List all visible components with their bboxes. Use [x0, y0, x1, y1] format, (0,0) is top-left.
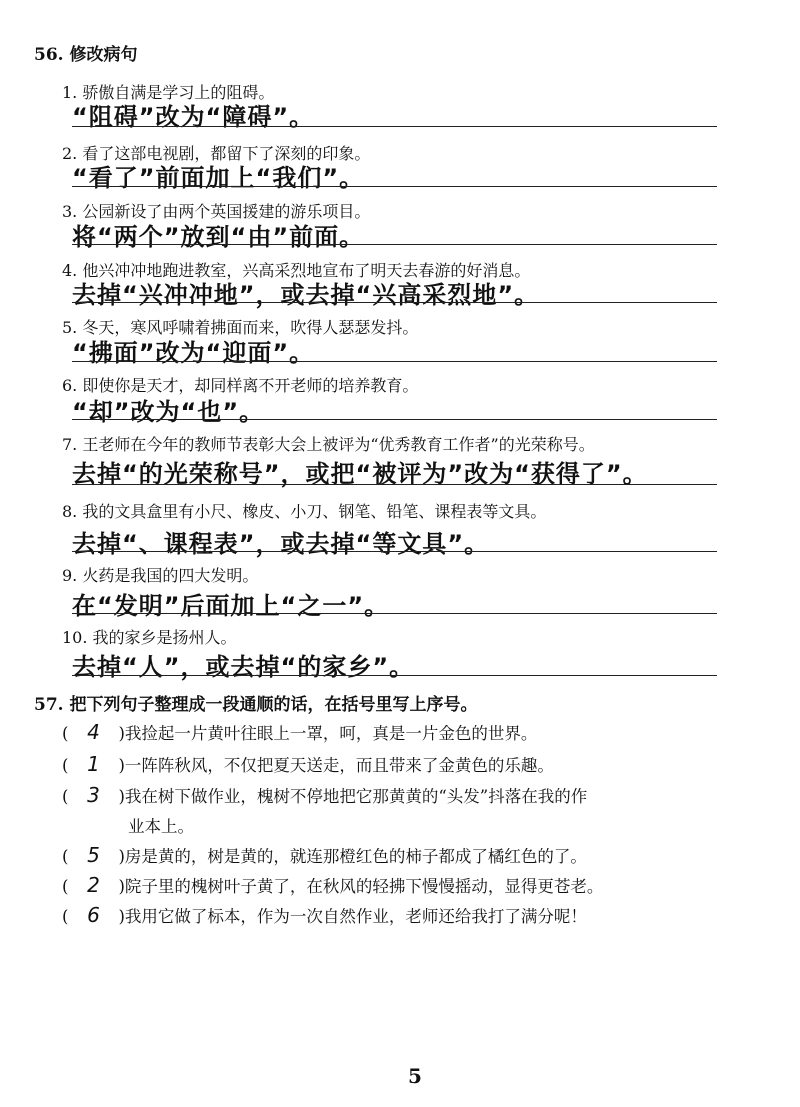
answer-4-handwriting: 去掉“兴冲冲地”，或去掉“兴高采烈地”。 — [72, 281, 540, 309]
open-paren: ( — [62, 907, 69, 926]
question-7-text: 7. 王老师在今年的教师节表彰大会上被评为“优秀教育工作者”的光荣称号。 — [62, 435, 595, 454]
answer-9-underline — [72, 613, 717, 614]
close-paren: ) — [118, 907, 125, 926]
question-6-text: 6. 即使你是天才，却同样离不开老师的培养教育。 — [62, 376, 419, 395]
open-paren: ( — [62, 877, 69, 896]
open-paren: ( — [62, 724, 69, 743]
answer-5-handwriting: “拂面”改为“迎面”。 — [72, 339, 315, 367]
sentence-text: 我在树下做作业，槐树不停地把它那黄黄的“头发”抖落在我的作 — [124, 787, 588, 806]
question-9-text: 9. 火药是我国的四大发明。 — [62, 566, 259, 585]
answer-3-handwriting: 将“两个”放到“由”前面。 — [72, 223, 365, 251]
q56-title: 56. 修改病句 — [34, 45, 138, 65]
answer-4-underline — [72, 302, 717, 303]
answer-5-underline — [72, 361, 717, 362]
answer-10-underline — [72, 675, 717, 676]
order-number-handwriting: 4 — [87, 720, 100, 744]
sentence-text: 我捡起一片黄叶往眼上一罩，呵，真是一片金色的世界。 — [124, 724, 538, 743]
answer-6-handwriting: “却”改为“也”。 — [72, 398, 265, 426]
sentence-text: 房是黄的，树是黄的，就连那橙红色的柿子都成了橘红色的了。 — [124, 847, 587, 866]
close-paren: ) — [118, 724, 125, 743]
answer-7-underline — [72, 484, 717, 485]
answer-8-underline — [72, 551, 717, 552]
question-2-text: 2. 看了这部电视剧，都留下了深刻的印象。 — [62, 144, 371, 163]
order-number-handwriting: 5 — [87, 843, 100, 867]
answer-10-handwriting: 去掉“人”，或去掉“的家乡”。 — [72, 653, 415, 681]
answer-6-underline — [72, 419, 717, 420]
answer-3-underline — [72, 244, 717, 245]
close-paren: ) — [118, 787, 125, 806]
question-8-text: 8. 我的文具盒里有小尺、橡皮、小刀、钢笔、铅笔、课程表等文具。 — [62, 502, 547, 521]
question-4-text: 4. 他兴冲冲地跑进教室，兴高采烈地宣布了明天去春游的好消息。 — [62, 261, 531, 280]
answer-1-handwriting: “阻碍”改为“障碍”。 — [72, 103, 315, 131]
close-paren: ) — [118, 756, 125, 775]
question-1-text: 1. 骄傲自满是学习上的阻碍。 — [62, 83, 275, 102]
order-row-6 — [62, 903, 587, 927]
order-row-2 — [62, 752, 554, 776]
answer-1-underline — [72, 126, 717, 127]
open-paren: ( — [62, 787, 69, 806]
close-paren: ) — [118, 877, 125, 896]
sentence-text: 院子里的槐树叶子黄了，在秋风的轻拂下慢慢摇动，显得更苍老。 — [124, 877, 604, 896]
sentence-text: 我用它做了标本，作为一次自然作业，老师还给我打了满分呢！ — [124, 907, 587, 926]
close-paren: ) — [118, 847, 125, 866]
sentence-continuation: 业本上。 — [128, 817, 194, 836]
question-5-text: 5. 冬天，寒风呼啸着拂面而来，吹得人瑟瑟发抖。 — [62, 318, 419, 337]
order-row-1 — [62, 720, 537, 744]
answer-7-handwriting: 去掉“的光荣称号”，或把“被评为”改为“获得了”。 — [72, 460, 648, 488]
q57-title: 57. 把下列句子整理成一段通顺的话，在括号里写上序号。 — [34, 695, 478, 715]
order-number-handwriting: 6 — [87, 903, 100, 927]
order-number-handwriting: 1 — [87, 752, 100, 776]
open-paren: ( — [62, 847, 69, 866]
answer-2-underline — [72, 186, 717, 187]
order-number-handwriting: 3 — [87, 783, 100, 807]
page-number: 5 — [408, 1064, 422, 1088]
open-paren: ( — [62, 756, 69, 775]
order-row-3 — [62, 783, 587, 807]
answer-8-handwriting: 去掉“、课程表”，或去掉“等文具”。 — [72, 530, 490, 558]
answer-9-handwriting: 在“发明”后面加上“之一”。 — [72, 592, 390, 620]
order-row-4 — [62, 843, 587, 867]
order-row-5 — [62, 873, 603, 897]
sentence-text: 一阵阵秋风，不仅把夏天送走，而且带来了金黄色的乐趣。 — [124, 756, 554, 775]
question-10-text: 10. 我的家乡是扬州人。 — [62, 628, 237, 647]
order-number-handwriting: 2 — [87, 873, 100, 897]
answer-2-handwriting: “看了”前面加上“我们”。 — [72, 164, 365, 192]
question-3-text: 3. 公园新设了由两个英国援建的游乐项目。 — [62, 202, 371, 221]
